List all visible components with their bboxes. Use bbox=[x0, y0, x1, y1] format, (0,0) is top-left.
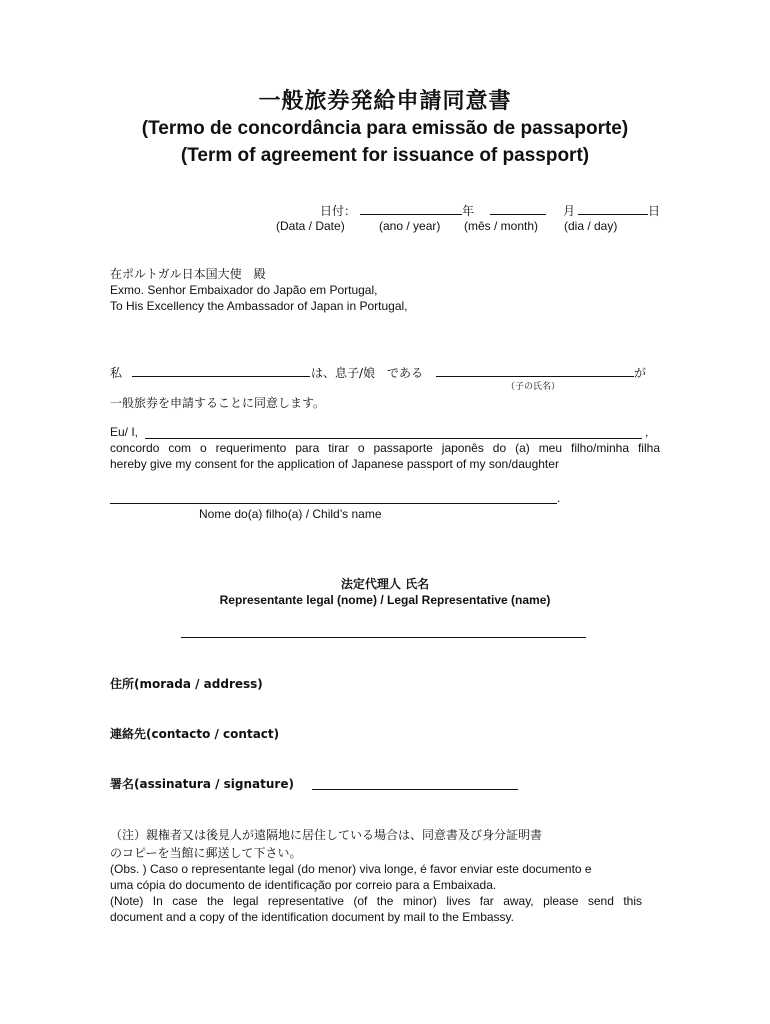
date-month-gap-line[interactable] bbox=[490, 214, 546, 215]
parent-name-line-jp[interactable] bbox=[132, 376, 310, 377]
consent-comma: , bbox=[645, 425, 649, 439]
contact-label: 連絡先(contacto / contact) bbox=[110, 727, 280, 741]
note-pt-line2: uma cópia do documento de identificação por correio para a Embaixada. bbox=[110, 878, 497, 892]
parent-name-line[interactable] bbox=[145, 438, 642, 439]
consent-jp-i: 私 bbox=[110, 366, 123, 380]
child-name-note-jp: （子の氏名） bbox=[506, 382, 561, 392]
date-month-jp: 月 bbox=[563, 204, 576, 218]
date-day-line[interactable] bbox=[578, 214, 648, 215]
note-jp-line2: のコピーを当館に郵送して下さい。 bbox=[110, 846, 302, 860]
consent-eu-i: Eu/ I, bbox=[110, 425, 139, 439]
date-year-line[interactable] bbox=[360, 214, 462, 215]
note-pt-line1: (Obs. ) Caso o representante legal (do menor) viva longe, é favor enviar este documento e bbox=[110, 862, 592, 876]
addressee-pt: Exmo. Senhor Embaixador do Japão em Portugal, bbox=[110, 283, 378, 297]
signature-line[interactable] bbox=[312, 789, 518, 790]
note-jp-line1: （注）親権者又は後見人が遠隔地に居住している場合は、同意書及び身分証明書 bbox=[110, 828, 543, 842]
child-name-line-jp[interactable] bbox=[436, 376, 634, 377]
child-name-period: . bbox=[557, 491, 561, 505]
date-month-en: (mês / month) bbox=[464, 219, 539, 233]
consent-jp-son-daughter: は、息子/娘 である bbox=[311, 366, 424, 380]
consent-jp-ga: が bbox=[634, 366, 647, 380]
date-label-en: (Data / Date) bbox=[276, 219, 345, 233]
addressee-jp: 在ポルトガル日本国大使 殿 bbox=[110, 267, 266, 281]
date-day-en: (dia / day) bbox=[564, 219, 618, 233]
title-portuguese: (Termo de concordância para emissão de passaporte) bbox=[141, 118, 629, 139]
consent-pt-line: concordo com o requerimento para tirar o passaporte japonês do (a) meu filho/minha filha bbox=[110, 441, 660, 455]
consent-en-line: hereby give my consent for the application of Japanese passport of my son/daughter bbox=[110, 457, 559, 471]
title-english: (Term of agreement for issuance of passport) bbox=[180, 145, 590, 166]
address-label: 住所(morada / address) bbox=[110, 677, 263, 691]
note-en-line2: document and a copy of the identification document by mail to the Embassy. bbox=[110, 910, 515, 924]
title-japanese: 一般旅券発給申請同意書 bbox=[258, 89, 512, 114]
child-name-label: Nome do(a) filho(a) / Child’s name bbox=[199, 507, 382, 521]
date-label-jp: 日付： bbox=[320, 204, 357, 218]
date-day-jp: 日 bbox=[648, 204, 661, 218]
child-name-line[interactable] bbox=[110, 503, 557, 504]
note-en-line1: (Note) In case the legal representative (of the minor) lives far away, please send this bbox=[110, 894, 642, 908]
legal-rep-name-line[interactable] bbox=[181, 637, 586, 638]
date-year-jp: 年 bbox=[462, 204, 475, 218]
date-year-en: (ano / year) bbox=[379, 219, 441, 233]
legal-rep-jp: 法定代理人 氏名 bbox=[340, 577, 430, 591]
signature-label: 署名(assinatura / signature) bbox=[110, 777, 294, 791]
legal-rep-label: Representante legal (nome) / Legal Representative (name) bbox=[219, 593, 551, 607]
consent-jp-line2: 一般旅券を申請することに同意します。 bbox=[110, 396, 326, 410]
addressee-en: To His Excellency the Ambassador of Japan in Portugal, bbox=[110, 299, 408, 313]
